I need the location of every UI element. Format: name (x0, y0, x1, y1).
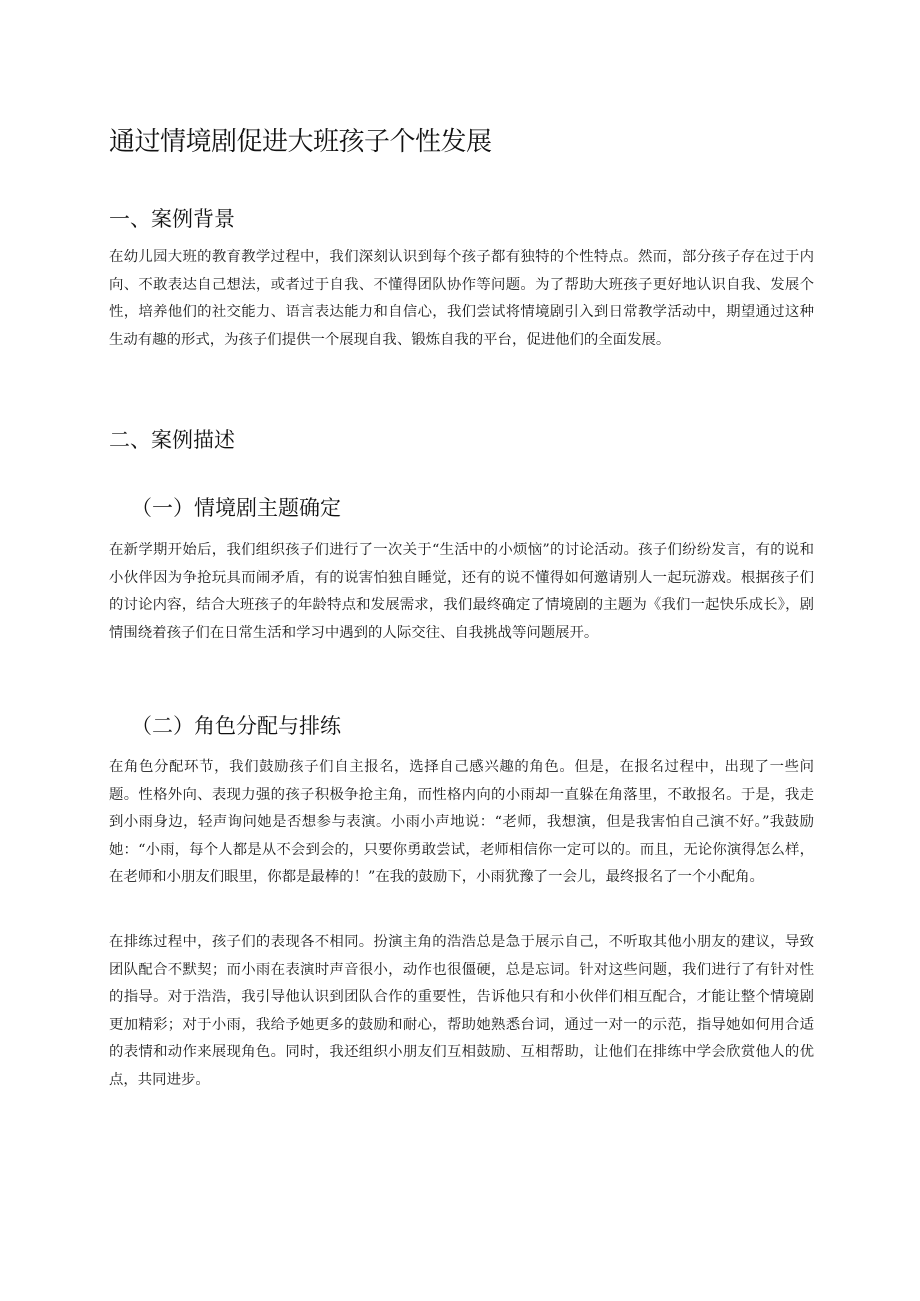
subsection-heading-roles: （二）角色分配与排练 (131, 714, 341, 738)
roles-paragraph-2: 在排练过程中，孩子们的表现各不相同。扮演主角的浩浩总是急于展示自己，不听取其他小朋友的建议，导致团队配合不默契；而小雨在表演时声音很小，动作也很僵硬，总是忘词。针对这些问题，我们进行了有针对性的指导。对于浩浩，我引导他认识到团队合作的重要性，告诉他只有和小伙伴们相互配合，才能让整个情境剧更加精彩；对于小雨，我给予她更多的鼓励和耐心，帮助她熟悉台词，通过一对一的示范，指导她如何用合适的表情和动作来展现角色。同时，我还组织小朋友们互相鼓励、互相帮助，让他们在排练中学会欣赏他人的优点，共同进步。 (109, 934, 814, 1088)
document-title: 通过情境剧促进大班孩子个性发展 (109, 127, 492, 157)
theme-paragraph: 在新学期开始后，我们组织孩子们进行了一次关于“生活中的小烦恼”的讨论活动。孩子们纷纷发言，有的说和小伙伴因为争抢玩具而闹矛盾，有的说害怕独自睡觉，还有的说不懂得如何邀请别人一起玩游戏。根据孩子们的讨论内容，结合大班孩子的年龄特点和发展需求，我们最终确定了情境剧的主题为《我们一起快乐成长》，剧情围绕着孩子们在日常生活和学习中遇到的人际交往、自我挑战等问题展开。 (109, 542, 814, 641)
roles-paragraph-1: 在角色分配环节，我们鼓励孩子们自主报名，选择自己感兴趣的角色。但是，在报名过程中，出现了一些问题。性格外向、表现力强的孩子积极争抢主角，而性格内向的小雨却一直躲在角落里，不敢报名。于是，我走到小雨身边，轻声询问她是否想参与表演。小雨小声地说：“老师，我想演，但是我害怕自己演不好。”我鼓励她：“小雨，每个人都是从不会到会的，只要你勇敢尝试，老师相信你一定可以的。而且，无论你演得怎么样，在老师和小朋友们眼里，你都是最棒的！”在我的鼓励下，小雨犹豫了一会儿，最终报名了一个小配角。 (109, 759, 814, 885)
section-heading-background: 一、案例背景 (109, 207, 235, 231)
background-paragraph: 在幼儿园大班的教育教学过程中，我们深刻认识到每个孩子都有独特的个性特点。然而，部分孩子存在过于内向、不敢表达自己想法，或者过于自我、不懂得团队协作等问题。为了帮助大班孩子更好地认识自我、发展个性，培养他们的社交能力、语言表达能力和自信心，我们尝试将情境剧引入到日常教学活动中，期望通过这种生动有趣的形式，为孩子们提供一个展现自我、锻炼自我的平台，促进他们的全面发展。 (109, 249, 814, 348)
section-heading-description: 二、案例描述 (109, 428, 235, 452)
subsection-heading-theme: （一）情境剧主题确定 (131, 496, 341, 520)
